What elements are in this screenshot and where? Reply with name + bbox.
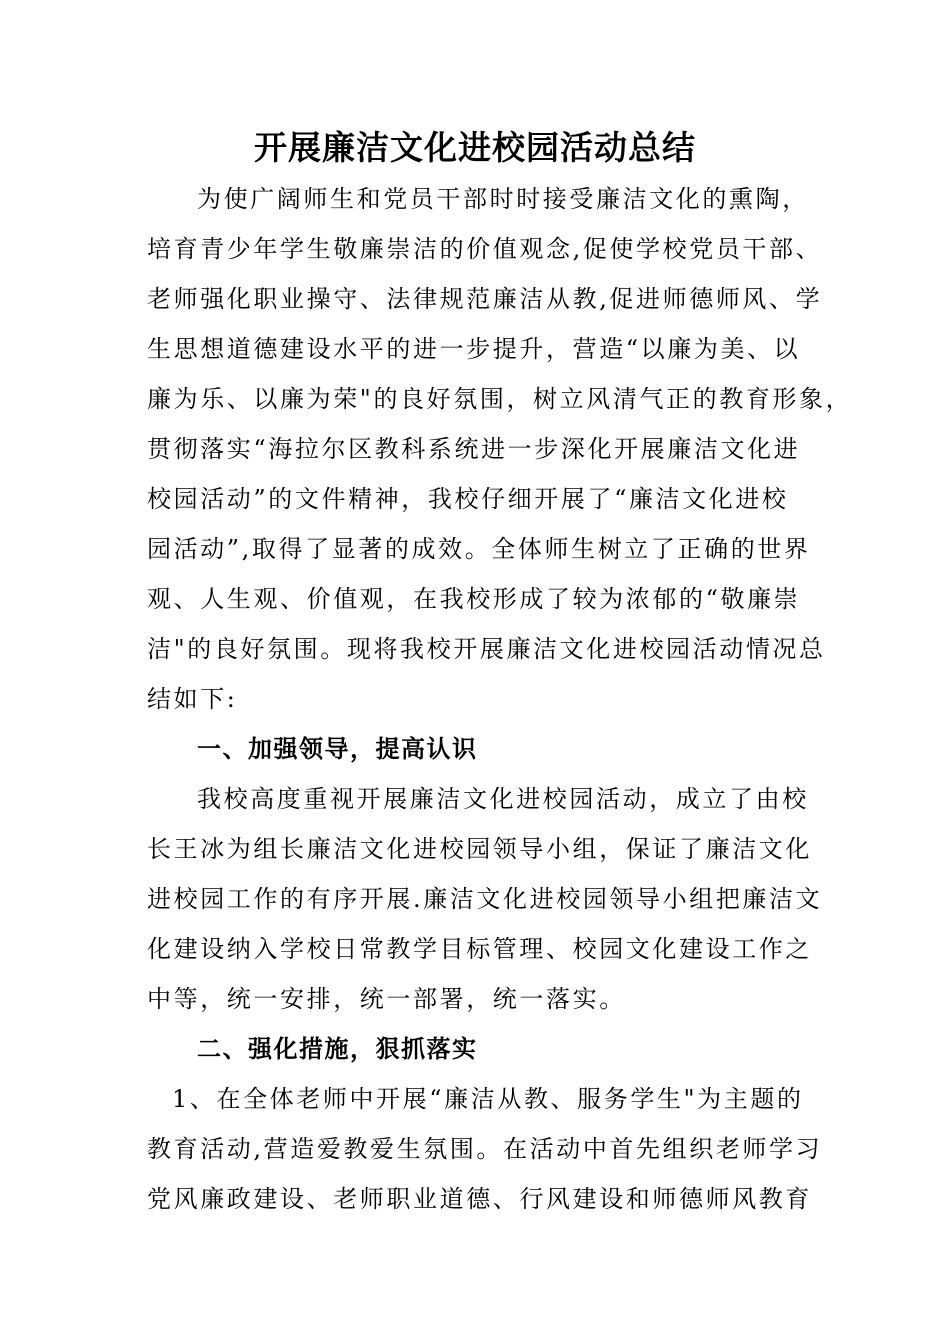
section-2-line-2: 教育活动,营造爱教爱生氛围。在活动中首先组织老师学习 <box>147 1135 823 1163</box>
section-1-heading: 一、加强领导，提高认识 <box>197 735 478 763</box>
intro-line-7: 校园活动”的文件精神，我校仔细开展了“廉洁文化进校 <box>147 485 789 513</box>
section-1-line-2: 长王冰为组长廉洁文化进校园领导小组，保证了廉洁文化 <box>147 835 812 863</box>
intro-line-5: 廉为乐、以廉为荣"的良好氛围，树立风清气正的教育形象， <box>147 385 853 413</box>
section-2-line-3: 党风廉政建设、老师职业道德、行风建设和师德师风教育 <box>147 1185 812 1213</box>
intro-line-9: 观、人生观、价值观，在我校形成了较为浓郁的“敬廉崇 <box>147 585 801 613</box>
section-1-line-3: 进校园工作的有序开展.廉洁文化进校园领导小组把廉洁文 <box>147 885 823 913</box>
intro-line-11: 结如下: <box>147 685 238 713</box>
section-1-line-5: 中等，统一安排，统一部署，统一落实。 <box>147 985 626 1013</box>
section-2-line-1: 1、在全体老师中开展“廉洁从教、服务学生"为主题的 <box>172 1085 804 1113</box>
intro-line-8: 园活动”,取得了显著的成效。全体师生树立了正确的世界 <box>147 535 811 563</box>
intro-line-1: 为使广阔师生和党员干部时时接受廉洁文化的熏陶， <box>197 185 809 213</box>
intro-line-4: 生思想道德建设水平的进一步提升，营造“以廉为美、以 <box>147 335 801 363</box>
section-2-heading: 二、强化措施，狠抓落实 <box>197 1035 478 1063</box>
document-title: 开展廉洁文化进校园活动总结 <box>254 128 696 167</box>
intro-line-2: 培育青少年学生敬廉崇洁的价值观念,促使学校党员干部、 <box>147 235 823 263</box>
intro-line-6: 贯彻落实“海拉尔区教科系统进一步深化开展廉洁文化进 <box>147 435 801 463</box>
intro-line-10: 洁"的良好氛围。现将我校开展廉洁文化进校园活动情况总 <box>147 635 826 663</box>
section-1-line-4: 化建设纳入学校日常教学目标管理、校园文化建设工作之 <box>147 935 812 963</box>
intro-line-3: 老师强化职业操守、法律规范廉洁从教,促进师德师风、学 <box>147 285 823 313</box>
section-1-line-1: 我校高度重视开展廉洁文化进校园活动，成立了由校 <box>197 785 809 813</box>
